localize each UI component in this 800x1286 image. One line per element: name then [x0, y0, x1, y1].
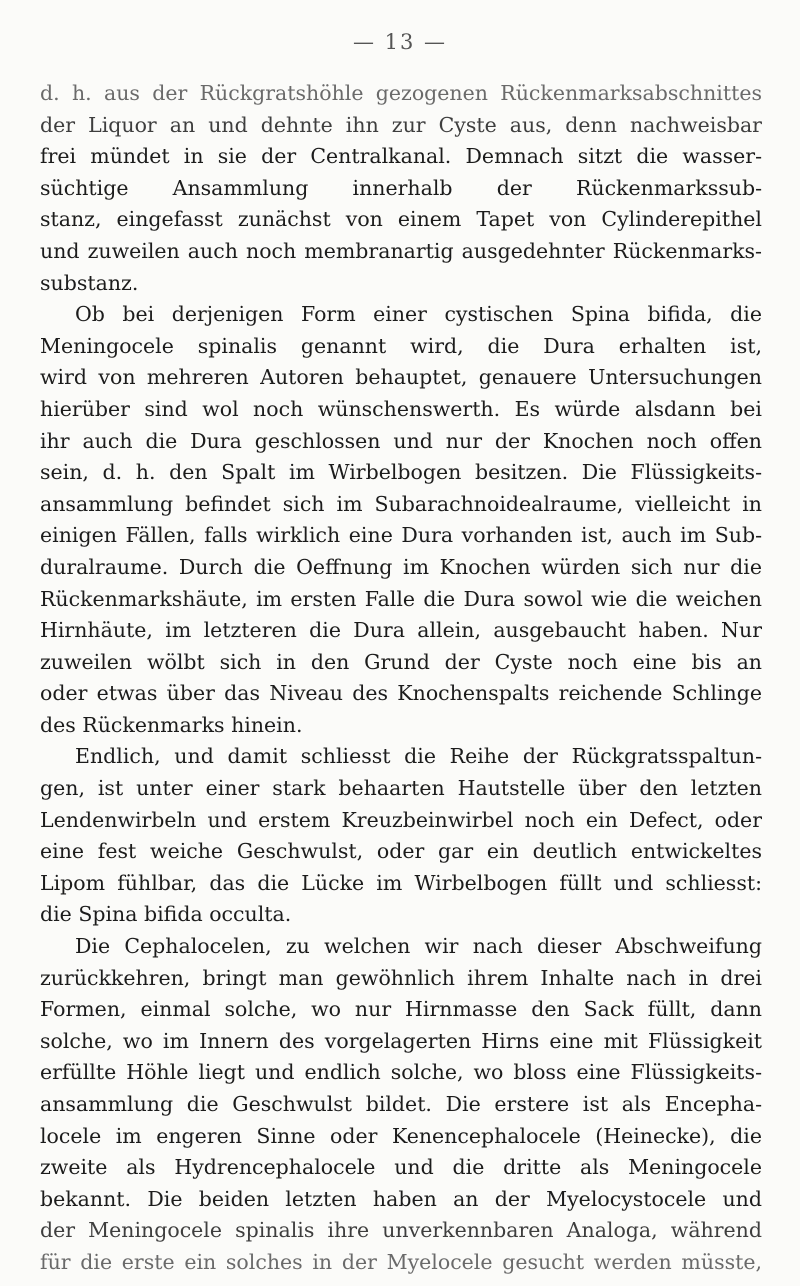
- text-line: ihr auch die Dura geschlossen und nur der Knochen noch offen: [40, 428, 762, 453]
- text-line: zurückkehren, bringt man gewöhnlich ihrem Inhalte nach in drei: [40, 965, 762, 990]
- text-line: Meningocele spinalis genannt wird, die Dura erhalten ist,: [40, 333, 762, 358]
- text-line: d. h. aus der Rückgratshöhle gezogenen Rückenmarksabschnittes: [40, 81, 762, 105]
- text-line: wird von mehreren Autoren behauptet, genauere Untersuchungen: [40, 365, 762, 390]
- text-line: Lendenwirbeln und erstem Kreuzbeinwirbel noch ein Defect, oder: [40, 807, 762, 832]
- text-line: Die Cephalocelen, zu welchen wir nach dieser Abschweifung: [75, 934, 762, 959]
- text-line: stanz, eingefasst zunächst von einem Tapet von Cylinderepithel: [40, 207, 762, 232]
- text-line: ansammlung die Geschwulst bildet. Die erstere ist als Encepha-: [40, 1092, 762, 1116]
- text-line: der Meningocele spinalis ihre unverkennbaren Analoga, während: [40, 1218, 762, 1243]
- text-line: einigen Fällen, falls wirklich eine Dura vorhanden ist, auch im Sub-: [40, 523, 762, 548]
- text-line: süchtige Ansammlung innerhalb der Rückenmarkssub-: [40, 175, 762, 200]
- text-line: duralraume. Durch die Oeffnung im Knochen würden sich nur die: [40, 554, 762, 579]
- text-line: locele im engeren Sinne oder Kenencephalocele (Heinecke), die: [40, 1123, 762, 1148]
- text-line: ansammlung befindet sich im Subarachnoidealraume, vielleicht in: [40, 491, 762, 516]
- text-line: des Rückenmarks hinein.: [40, 712, 303, 737]
- text-line: hierüber sind wol noch wünschenswerth. Es würde alsdann bei: [40, 396, 762, 421]
- text-line: erfüllte Höhle liegt und endlich solche, wo bloss eine Flüssigkeits-: [40, 1060, 762, 1085]
- text-line: substanz.: [40, 270, 139, 295]
- text-line: Formen, einmal solche, wo nur Hirnmasse den Sack füllt, dann: [40, 997, 762, 1022]
- text-line: die Spina bifida occulta.: [40, 902, 292, 927]
- text-line: Lipom fühlbar, das die Lücke im Wirbelbogen füllt und schliesst:: [40, 870, 762, 895]
- text-line: Ob bei derjenigen Form einer cystischen Spina bifida, die: [75, 302, 762, 327]
- page-number: — 13 —: [352, 30, 448, 54]
- text-line: der Liquor an und dehnte ihn zur Cyste aus, denn nachweisbar: [40, 112, 762, 137]
- text-line: sein, d. h. den Spalt im Wirbelbogen besitzen. Die Flüssigkeits-: [40, 460, 762, 485]
- text-line: und zuweilen auch noch membranartig ausgedehnter Rückenmarks-: [40, 238, 762, 263]
- text-line: gen, ist unter einer stark behaarten Hautstelle über den letzten: [40, 776, 762, 801]
- text-line: oder etwas über das Niveau des Knochenspalts reichende Schlinge: [40, 681, 762, 706]
- text-line: für die erste ein solches in der Myelocele gesucht werden müsste,: [40, 1249, 762, 1274]
- text-line: zweite als Hydrencephalocele und die dritte als Meningocele: [40, 1155, 762, 1180]
- text-line: frei mündet in sie der Centralkanal. Demnach sitzt die wasser-: [40, 144, 762, 169]
- text-line: eine fest weiche Geschwulst, oder gar ein deutlich entwickeltes: [40, 839, 762, 864]
- text-line: Hirnhäute, im letzteren die Dura allein, ausgebaucht haben. Nur: [40, 618, 762, 643]
- body-text: [40, 78, 762, 1279]
- text-line: Endlich, und damit schliesst die Reihe der Rückgratsspaltun-: [75, 744, 762, 769]
- text-line: bekannt. Die beiden letzten haben an der Myelocystocele und: [40, 1186, 762, 1211]
- text-line: solche, wo im Innern des vorgelagerten Hirns eine mit Flüssigkeit: [40, 1028, 762, 1053]
- text-line: Rückenmarkshäute, im ersten Falle die Dura sowol wie die weichen: [40, 586, 762, 611]
- text-line: zuweilen wölbt sich in den Grund der Cyste noch eine bis an: [40, 649, 762, 674]
